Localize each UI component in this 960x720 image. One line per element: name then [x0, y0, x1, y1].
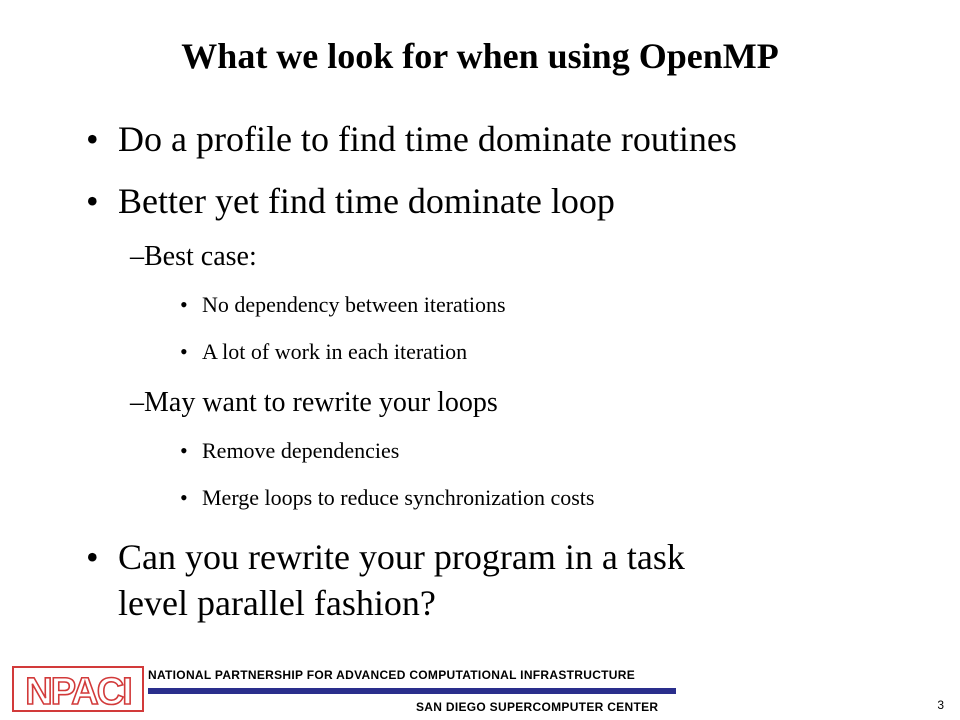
npaci-logo-text: NPACI — [25, 671, 131, 713]
bullet-1-text: Do a profile to find time dominate routines — [118, 119, 737, 159]
sub-sub-bullet-3-text: Remove dependencies — [202, 438, 400, 463]
sub-bullet-best-case: –Best case: — [130, 241, 257, 272]
bullet-dot: • — [86, 119, 99, 159]
footer-sdsc-text: SAN DIEGO SUPERCOMPUTER CENTER — [416, 700, 659, 714]
sub-bullet-rewrite-loops: –May want to rewrite your loops — [130, 387, 498, 418]
bullet-dot: • — [180, 438, 188, 463]
bullet-2-text: Better yet find time dominate loop — [118, 181, 615, 221]
bullet-dot: • — [86, 537, 99, 577]
sub-sub-bullet-2-text: A lot of work in each iteration — [202, 339, 468, 364]
bullet-dot: • — [180, 292, 188, 317]
page-number: 3 — [937, 698, 944, 712]
slide-title: What we look for when using OpenMP — [181, 36, 779, 76]
bullet-3-line-2: level parallel fashion? — [118, 583, 436, 623]
footer-divider-bar — [148, 688, 676, 694]
bullet-3-line-1: Can you rewrite your program in a task — [118, 537, 685, 577]
footer-partnership-text: NATIONAL PARTNERSHIP FOR ADVANCED COMPUTATIONAL INFRASTRUCTURE — [148, 668, 636, 682]
sub-sub-bullet-4-text: Merge loops to reduce synchronization costs — [202, 485, 595, 510]
bullet-dot: • — [180, 485, 188, 510]
bullet-dot: • — [180, 339, 188, 364]
npaci-logo — [12, 664, 144, 714]
sub-sub-bullet-1-text: No dependency between iterations — [202, 292, 506, 317]
bullet-dot: • — [86, 181, 99, 221]
